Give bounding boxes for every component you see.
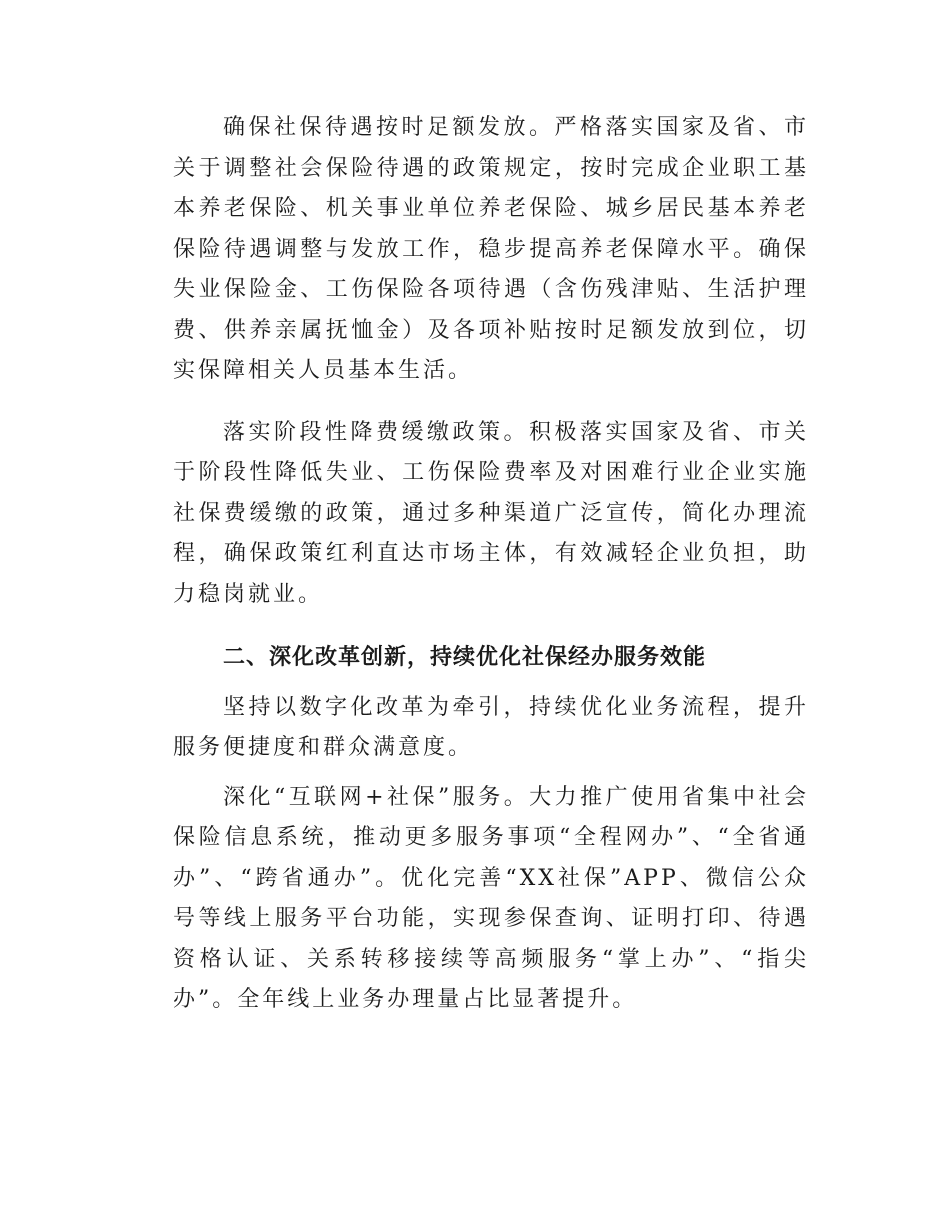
paragraph-digital-reform: 坚持以数字化改革为牵引，持续优化业务流程，提升服务便捷度和群众满意度。 xyxy=(173,694,809,760)
paragraph-fee-reduction: 落实阶段性降费缓缴政策。积极落实国家及省、市关于阶段性降低失业、工伤保险费率及对困难行业企业实施社保费缓缴的政策，通过多种渠道广泛宣传，简化办理流程，确保政策红利直达市场主体，有效减轻企业负担，助力稳岗就业。 xyxy=(173,419,809,607)
paragraph-benefits-payment: 确保社保待遇按时足额发放。严格落实国家及省、市关于调整社会保险待遇的政策规定，按时完成企业职工基本养老保险、机关事业单位养老保险、城乡居民基本养老保险待遇调整与发放工作，稳步提高养老保障水平。确保失业保险金、工伤保险各项待遇（含伤残津贴、生活护理费、供养亲属抚恤金）及各项补贴按时足额发放到位，切实保障相关人员基本生活。 xyxy=(173,115,809,383)
paragraph-internet-social-security: 深化“互联网+社保”服务。大力推广使用省集中社会保险信息系统，推动更多服务事项“全程网办”、“全省通办”、“跨省通办”。优化完善“XX社保”APP、微信公众号等线上服务平台功能，实现参保查询、证明打印、待遇资格认证、关系转移接续等高频服务“掌上办”、“指尖办”。全年线上业务办理量占比显著提升。 xyxy=(173,784,809,1012)
section-heading: 二、深化改革创新，持续优化社保经办服务效能 xyxy=(223,645,707,670)
document-page xyxy=(173,108,809,1021)
